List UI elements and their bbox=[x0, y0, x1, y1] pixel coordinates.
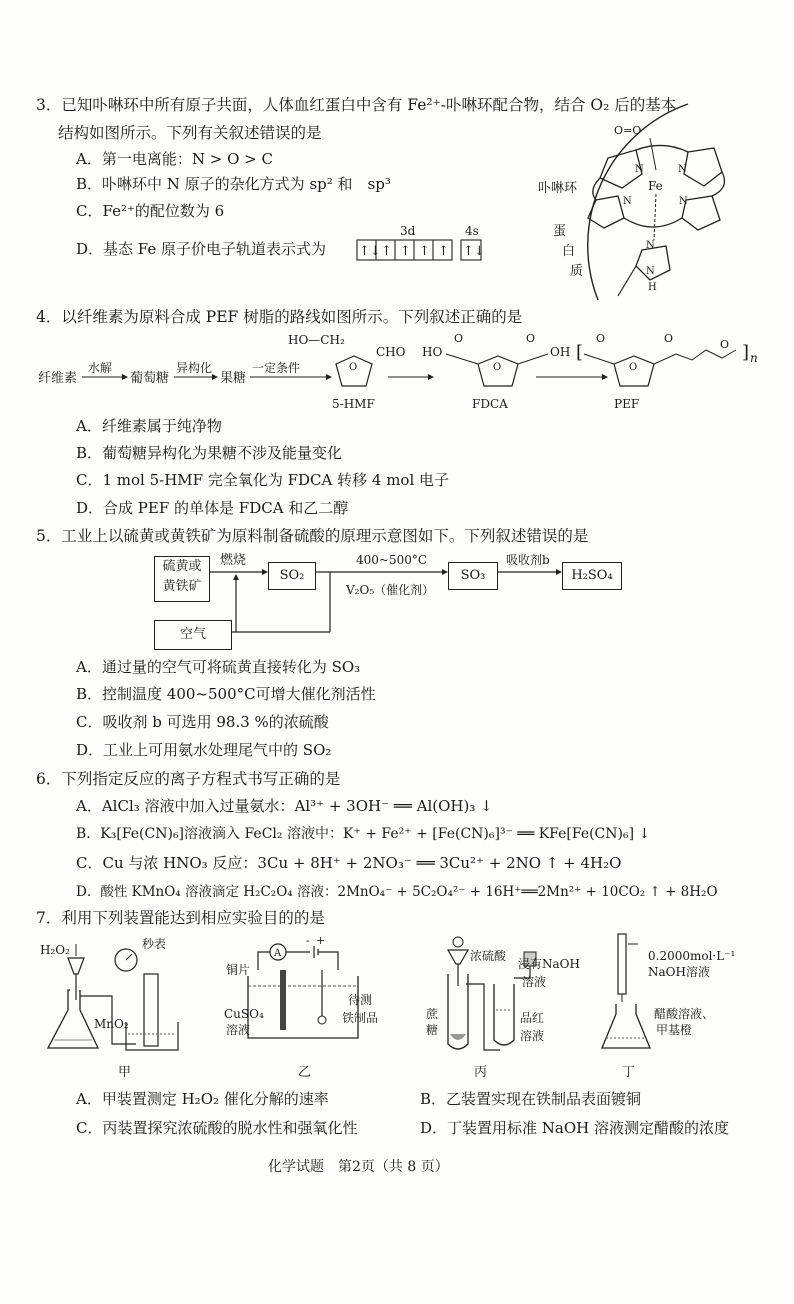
svg-text:NaOH溶液: NaOH溶液 bbox=[648, 965, 710, 979]
svg-text:品红: 品红 bbox=[520, 1011, 545, 1025]
q5-option-d: D．工业上可用氨水处理尾气中的 SO₂ bbox=[76, 741, 332, 759]
air-box: 空气 bbox=[154, 620, 232, 650]
apparatus-ding bbox=[598, 930, 778, 1080]
svg-text:N: N bbox=[635, 164, 644, 175]
page-footer: 化学试题 第2页（共 8 页） bbox=[268, 1159, 449, 1175]
raw-material-box: 硫黄或 黄铁矿 bbox=[154, 556, 210, 602]
q3-option-c: C．Fe²⁺的配位数为 6 bbox=[76, 202, 225, 220]
q3-option-d: D．基态 Fe 原子价电子轨道表示式为 bbox=[76, 240, 327, 258]
svg-text:N: N bbox=[679, 196, 688, 207]
svg-text:丁: 丁 bbox=[622, 1065, 636, 1080]
svg-text:纤维素: 纤维素 bbox=[38, 371, 78, 386]
svg-text:OH: OH bbox=[550, 345, 571, 359]
svg-text:浓硫酸: 浓硫酸 bbox=[470, 949, 507, 963]
q6-option-a: A．AlCl₃ 溶液中加入过量氨水：Al³⁺ + 3OH⁻ ══ Al(OH)₃ ↓ bbox=[76, 797, 493, 815]
svg-text:[: [ bbox=[576, 342, 584, 363]
so2-box: SO₂ bbox=[268, 562, 316, 590]
apparatus-yi bbox=[222, 930, 402, 1080]
q6-option-b: B．K₃[Fe(CN)₆]溶液滴入 FeCl₂ 溶液中：K⁺ + Fe²⁺ + [Fe(CN)₆]³⁻ ══ KFe[Fe(CN)₆] ↓ bbox=[76, 826, 651, 842]
svg-text:O: O bbox=[349, 362, 358, 373]
svg-text:丙: 丙 bbox=[474, 1065, 488, 1080]
svg-text:葡萄糖: 葡萄糖 bbox=[130, 371, 170, 386]
q3-option-b: B．卟啉环中 N 原子的杂化方式为 sp² 和 sp³ bbox=[76, 175, 391, 193]
svg-text:↑↓: ↑↓ bbox=[359, 244, 381, 259]
svg-text:铁制品: 铁制品 bbox=[342, 1011, 379, 1025]
svg-text:蔗: 蔗 bbox=[426, 1007, 439, 1021]
svg-text:待测: 待测 bbox=[348, 993, 373, 1007]
svg-text:↑: ↑ bbox=[419, 244, 430, 259]
protein-label-3: 质 bbox=[570, 264, 584, 279]
orbital-3d-label: 3d bbox=[400, 224, 416, 238]
porphyrin-label: 卟啉环 bbox=[538, 181, 578, 196]
protein-label-1: 蛋 bbox=[553, 224, 567, 239]
svg-text:铜片: 铜片 bbox=[226, 963, 251, 977]
svg-text:N: N bbox=[623, 196, 632, 207]
svg-text:400~500°C: 400~500°C bbox=[356, 553, 428, 567]
svg-text:H₂O₂: H₂O₂ bbox=[40, 943, 70, 957]
svg-text:HO—CH₂: HO—CH₂ bbox=[288, 333, 345, 347]
svg-text:MnO₂: MnO₂ bbox=[94, 1017, 129, 1031]
q4-stem: 4．以纤维素为原料合成 PEF 树脂的路线如图所示。下列叙述正确的是 bbox=[36, 308, 523, 326]
svg-text:甲基橙: 甲基橙 bbox=[656, 1023, 693, 1037]
svg-text:O: O bbox=[596, 332, 606, 345]
svg-text:浸有NaOH: 浸有NaOH bbox=[518, 957, 580, 971]
orbital-4s-label: 4s bbox=[465, 224, 479, 238]
o2-label: O=O bbox=[614, 124, 642, 137]
svg-text:溶液: 溶液 bbox=[520, 1029, 545, 1043]
svg-text:O: O bbox=[526, 332, 536, 345]
pef-synthesis-scheme bbox=[36, 328, 766, 412]
svg-text:吸收剂b: 吸收剂b bbox=[506, 553, 550, 567]
svg-text:燃烧: 燃烧 bbox=[220, 553, 247, 568]
q3-option-a: A．第一电离能：N > O > C bbox=[76, 150, 273, 168]
svg-text:水解: 水解 bbox=[88, 361, 113, 375]
svg-text:CHO: CHO bbox=[376, 345, 406, 359]
svg-text:-: - bbox=[306, 934, 310, 947]
fe-label: Fe bbox=[648, 179, 663, 193]
svg-text:+: + bbox=[316, 934, 326, 947]
q7-option-c: C．丙装置探究浓硫酸的脱水性和强氧化性 bbox=[76, 1119, 358, 1137]
q6-stem: 6．下列指定反应的离子方程式书写正确的是 bbox=[36, 770, 341, 788]
q4-option-a: A．纤维素属于纯净物 bbox=[76, 417, 222, 435]
svg-text:N: N bbox=[678, 164, 687, 175]
svg-text:秒表: 秒表 bbox=[142, 937, 167, 951]
svg-text:5-HMF: 5-HMF bbox=[332, 397, 375, 411]
svg-text:O: O bbox=[629, 362, 638, 373]
svg-text:]: ] bbox=[742, 342, 750, 363]
svg-text:一定条件: 一定条件 bbox=[252, 361, 301, 375]
orbital-arrows bbox=[359, 244, 485, 259]
q4-option-b: B．葡萄糖异构化为果糖不涉及能量变化 bbox=[76, 444, 343, 462]
orbital-diagram bbox=[355, 222, 490, 264]
svg-text:↑: ↑ bbox=[438, 244, 449, 259]
svg-text:A: A bbox=[274, 948, 282, 959]
q3-stem-line1: 3．已知卟啉环中所有原子共面，人体血红蛋白中含有 Fe²⁺-卟啉环配合物，结合 O₂ 后的基本 bbox=[36, 96, 677, 114]
svg-text:O: O bbox=[493, 362, 502, 373]
svg-text:V₂O₅（催化剂）: V₂O₅（催化剂） bbox=[346, 583, 435, 597]
h-label: H bbox=[648, 282, 657, 293]
q7-option-a: A．甲装置测定 H₂O₂ 催化分解的速率 bbox=[76, 1090, 329, 1108]
svg-text:CuSO₄: CuSO₄ bbox=[224, 1007, 264, 1021]
q4-option-c: C．1 mol 5-HMF 完全氧化为 FDCA 转移 4 mol 电子 bbox=[76, 471, 450, 489]
svg-text:O: O bbox=[720, 338, 730, 351]
svg-text:0.2000mol·L⁻¹: 0.2000mol·L⁻¹ bbox=[648, 949, 736, 963]
svg-text:乙: 乙 bbox=[298, 1065, 312, 1080]
q5-option-b: B．控制温度 400~500°C可增大催化剂活性 bbox=[76, 685, 376, 703]
q4-option-d: D．合成 PEF 的单体是 FDCA 和乙二醇 bbox=[76, 499, 349, 517]
svg-text:O: O bbox=[664, 332, 674, 345]
heme-structure-figure bbox=[538, 100, 794, 306]
svg-text:PEF: PEF bbox=[614, 397, 640, 411]
svg-text:HO: HO bbox=[422, 345, 443, 359]
svg-text:↑: ↑ bbox=[400, 244, 411, 259]
apparatus-jia bbox=[38, 930, 198, 1080]
q5-stem: 5．工业上以硫黄或黄铁矿为原料制备硫酸的原理示意图如下。下列叙述错误的是 bbox=[36, 527, 589, 545]
protein-label-2: 白 bbox=[562, 244, 576, 259]
q5-option-c: C．吸收剂 b 可选用 98.3 %的浓硫酸 bbox=[76, 713, 329, 731]
apparatus-bing bbox=[418, 930, 598, 1080]
svg-text:FDCA: FDCA bbox=[472, 397, 508, 411]
svg-text:甲: 甲 bbox=[118, 1065, 132, 1080]
svg-text:N: N bbox=[646, 240, 655, 251]
svg-text:异构化: 异构化 bbox=[176, 361, 213, 375]
q7-stem: 7．利用下列装置能达到相应实验目的的是 bbox=[36, 909, 325, 927]
q3-stem-line2: 结构如图所示。下列有关叙述错误的是 bbox=[58, 124, 322, 142]
svg-text:N: N bbox=[646, 266, 655, 277]
h2so4-box: H₂SO₄ bbox=[562, 562, 622, 590]
svg-text:n: n bbox=[750, 351, 758, 365]
svg-text:↑↓: ↑↓ bbox=[463, 244, 485, 259]
svg-text:溶液: 溶液 bbox=[226, 1023, 251, 1037]
q7-option-b: B．乙装置实现在铁制品表面镀铜 bbox=[420, 1090, 642, 1108]
svg-text:O: O bbox=[454, 332, 464, 345]
svg-text:果糖: 果糖 bbox=[220, 371, 247, 386]
svg-text:↑: ↑ bbox=[381, 244, 392, 259]
q5-option-a: A．通过量的空气可将硫黄直接转化为 SO₃ bbox=[76, 658, 361, 676]
so3-box: SO₃ bbox=[448, 562, 498, 590]
q6-option-d: D．酸性 KMnO₄ 溶液滴定 H₂C₂O₄ 溶液：2MnO₄⁻ + 5C₂O₄²⁻ + 16H⁺══2Mn²⁺ + 10CO₂ ↑ + 8H₂O bbox=[76, 884, 718, 900]
svg-text:醋酸溶液、: 醋酸溶液、 bbox=[654, 1007, 715, 1021]
svg-text:糖: 糖 bbox=[426, 1023, 439, 1037]
svg-text:溶液: 溶液 bbox=[522, 975, 547, 989]
q6-option-c: C．Cu 与浓 HNO₃ 反应：3Cu + 8H⁺ + 2NO₃⁻ ══ 3Cu²⁺ + 2NO ↑ + 4H₂O bbox=[76, 854, 622, 872]
q7-option-d: D．丁装置用标准 NaOH 溶液测定醋酸的浓度 bbox=[420, 1119, 730, 1137]
